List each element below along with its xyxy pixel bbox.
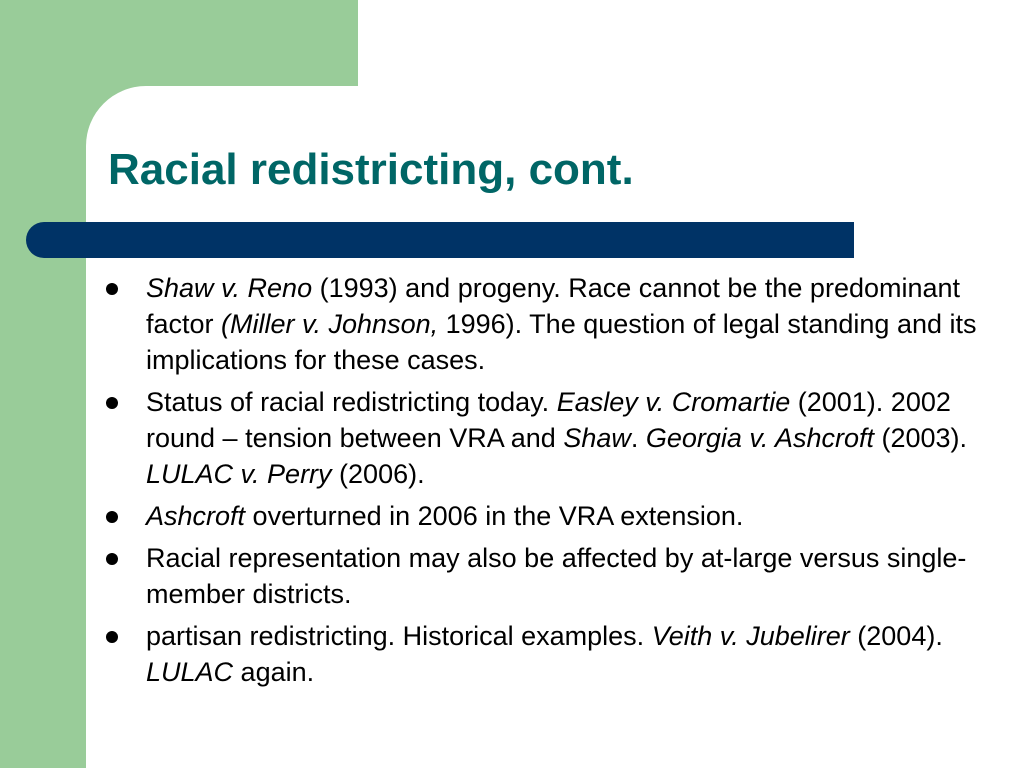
bullet-text-segment: (2004). — [849, 621, 943, 651]
bullet-text — [146, 501, 743, 531]
bullet-text-segment: overturned in 2006 in the VRA extension. — [245, 501, 744, 531]
bullet-dot-icon — [106, 553, 118, 565]
case-citation: Easley v. Cromartie — [556, 387, 791, 417]
bullet-dot-icon — [106, 631, 118, 643]
case-citation: LULAC — [146, 657, 234, 687]
bullet-text — [146, 273, 977, 375]
bullet-item — [104, 384, 1004, 492]
bullet-text — [146, 387, 967, 489]
case-citation: Ashcroft — [146, 501, 246, 531]
bullet-text-segment: Racial representation may also be affected by at-large versus single-member districts. — [146, 543, 967, 609]
bullet-item — [104, 618, 1004, 690]
bullet-text-segment: . — [630, 423, 646, 453]
case-citation: Shaw — [563, 423, 631, 453]
bullet-text-segment: again. — [233, 657, 315, 687]
case-citation: Veith v. Jubelirer — [651, 621, 850, 651]
bullet-text-segment: (2001). 2002 round – tension between VRA and — [146, 387, 951, 453]
bullet-item — [104, 498, 1004, 534]
bullet-text-segment: (2006). — [331, 459, 425, 489]
bullet-text-segment: (1993) and progeny. Race cannot be the predominant factor — [146, 273, 961, 339]
bullet-list — [104, 270, 1004, 696]
slide-title: Racial redistricting, cont. — [108, 145, 634, 194]
case-citation: Georgia v. Ashcroft — [645, 423, 874, 453]
bullet-dot-icon — [106, 397, 118, 409]
bullet-text-segment: partisan redistricting. Historical examples. — [146, 621, 652, 651]
bullet-dot-icon — [106, 283, 118, 295]
bullet-item — [104, 540, 1004, 612]
bullet-text — [146, 621, 943, 687]
bullet-text-segment: Status of racial redistricting today. — [146, 387, 557, 417]
bullet-text-segment: (2003). — [873, 423, 968, 453]
case-citation: (Miller v. Johnson, — [221, 309, 439, 339]
case-citation: Shaw v. Reno — [146, 273, 313, 303]
bullet-text — [146, 543, 966, 609]
title-underline-bar — [26, 222, 854, 258]
bullet-text-segment: 1996). The question of legal standing and its implications for these cases. — [146, 309, 977, 375]
case-citation: LULAC v. Perry — [146, 459, 332, 489]
bullet-dot-icon — [106, 511, 118, 523]
bullet-item — [104, 270, 1004, 378]
